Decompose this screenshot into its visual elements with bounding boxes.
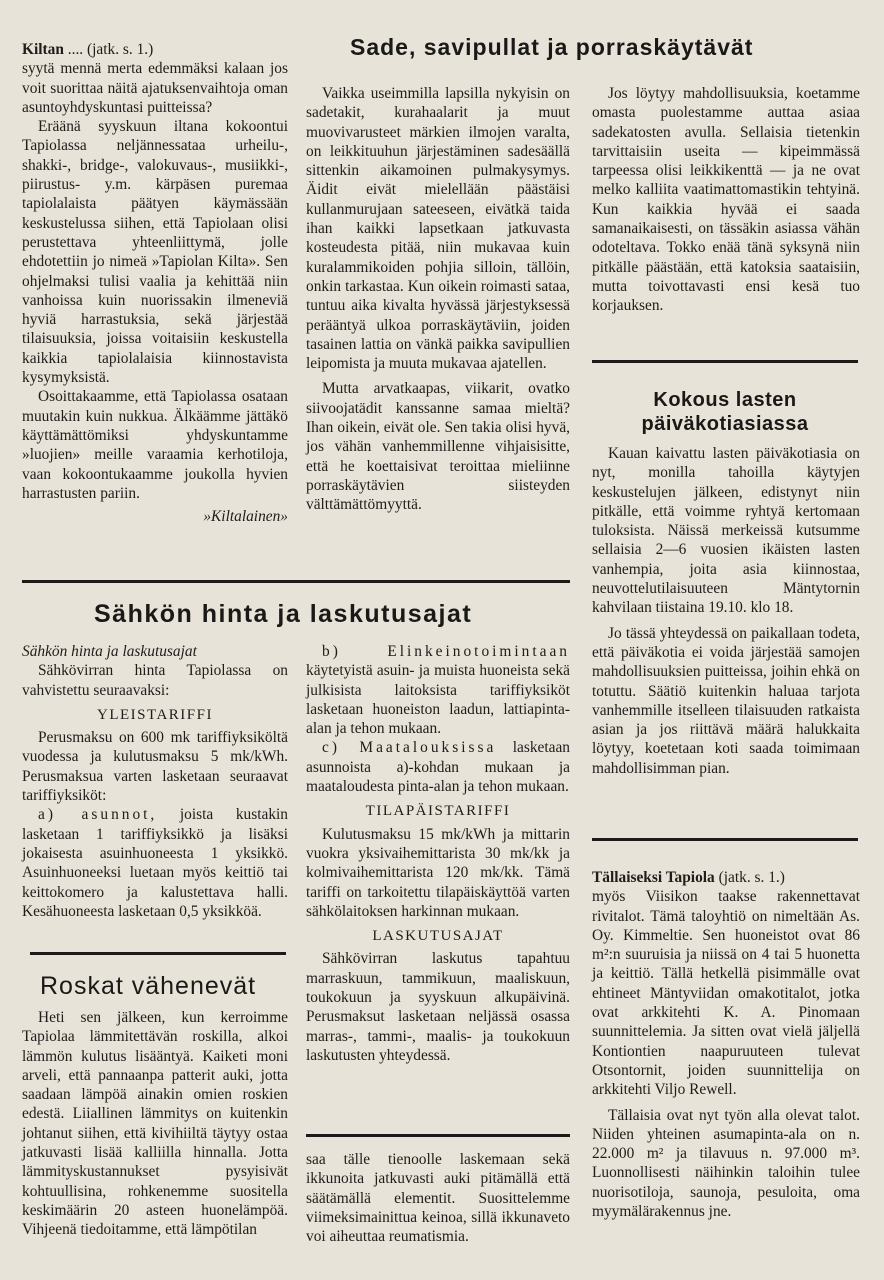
- sahkon-item-c: [306, 738, 570, 796]
- divider-rule: [306, 1134, 570, 1137]
- sahkon-item-a-text: joista kustakin lasketaan 1 tariffiyksikkö ja lisäksi jokaisesta asuinhuoneesta 1 yksikkö. Asuinhuoneeksi luetaan myös keittiö tai keittokomero ja kalustettava halli. Kesähuoneesta lasketaan 0,5 yksikköä.: [22, 806, 288, 920]
- tallaiseksi-lead-line: [592, 868, 860, 887]
- divider-rule: [30, 952, 286, 955]
- divider-rule: [592, 838, 858, 841]
- sahkon-kicker: Sähkön hinta ja laskutusajat: [22, 643, 197, 660]
- sade-paragraph-2: Mutta arvatkaapas, viikarit, ovatko siivoojatädit kanssanne samaa mieltä? Ihan oikein, eivät ole. Sen takia olisi hyvä, jos vähän vanhemmillenne vihjaisisitte, että he koettaisivat teroittaa mieliinne porraskäytävien siisteyden välttämättömyyttä.: [306, 380, 570, 514]
- sade-article-col3: [592, 84, 860, 316]
- roskat-article-col2: [306, 1150, 570, 1246]
- tallaiseksi-continued: (jatk. s. 1.): [718, 869, 785, 886]
- sahkon-paragraph-2: Perusmaksu on 600 mk tariffiyksiköltä vuodessa ja kulutusmaksu 5 mk/kWh. Perusmaksua varten lasketaan seuraavat tariffiyksiköt:: [22, 729, 288, 805]
- sahkon-item-b-text: käytetyistä asuin- ja muista huoneista sekä julkisista laitoksista tariffiyksiköt lasketaan huoneiston laadun, lattiapinta-alan ja tehon mukaan.: [306, 662, 570, 738]
- kokous-headline: [592, 388, 858, 436]
- sahkon-article-col2: [306, 642, 570, 1065]
- kiltan-lead: Kiltan: [22, 41, 64, 58]
- kokous-headline-line-1: Kokous lasten: [653, 389, 797, 411]
- roskat-paragraph-2: saa tälle tienoolle laskemaan sekä ikkunoita jatkuvasti auki pitämällä että säätämällä elementit. Suosittelemme viimeksimainittua keinoa, sillä ikkunaveto voi aiheuttaa reumatismia.: [306, 1151, 570, 1246]
- kokous-paragraph-1: Kauan kaivattu lasten päiväkotiasia on nyt, monilla tahoilla käytyjen keskustelujen jälkeen, edistynyt niin pitkälle, että voimme ryhtyä kertomaan tuloksista. Näissä merkeissä kutsumme sellaisia 2—6 vuosien ikäisten lasten vanhempia, joita asia kiinnostaa, neuvottelutilaisuuteen Mäntytornin kahvilaan tiistaina 19.10. klo 18.: [592, 445, 860, 617]
- kiltan-article: [22, 40, 288, 526]
- tallaiseksi-article: [592, 868, 860, 1221]
- sahkon-item-c-label: c) Maatalouksissa: [322, 739, 497, 757]
- sahkon-item-b: [306, 642, 570, 738]
- kiltan-paragraph-1: syytä mennä merta edemmäksi kalaan jos voit suorittaa näitä ajatuksenvaihtoja oman asuntoyhdyskuntasi puitteissa?: [22, 60, 288, 116]
- kokous-paragraph-2: Jo tässä yhteydessä on paikallaan todeta, että päiväkotia ei voida järjestää samojen mahdollisuuksien puitteissa, joihin ehkä on totuttu. Säätiö kuitenkin haluaa tarjota vanhemmille itselleen tilaisuuden ratkaista asian ja jos riittävä määrä halukkaita löytyy, koetetaan koti saada toimimaan mahdollisimman pian.: [592, 624, 860, 777]
- tilapaistariffi-heading: TILAPÄISTARIFFI: [365, 803, 511, 820]
- laskutusajat-heading: LASKUTUSAJAT: [372, 928, 504, 945]
- divider-rule: [592, 360, 858, 363]
- kiltan-paragraph-2: Eräänä syyskuun iltana kokoontui Tapiolassa neljännessataa urheilu-, shakki-, bridge-, valokuvaus-, musiikki-, piirustus- y.m. kärpäsen puremaa tapiolalaista päätyen käymässään keskustelussa siihen, että Tapiolaan olisi perustettava yhteenliittymä, jolle ehdotettiin jo nimeä »Tapiolan Kilta». Sen ohjelmaksi tulisi vaalia ja kehittää niin vanhoissa kuin nuorissakin ilmeneviä hyviä harrastuksia, sekä järjestää tilaisuuksia, joissa voitaisiin keskustella kaikkia tapiolalaisia kiinnostavista kysymyksistä.: [22, 118, 288, 387]
- tallaiseksi-paragraph-2: Tällaisia ovat nyt työn alla olevat talot. Niiden yhteinen asumapinta-ala on n. 22.000 m² ja tilavuus n. 97.000 m³. Luonnollisesti näihinkin taloihin tulee nuorisotiloja, saunoja, pesuloita, oma myymälärakennus jne.: [592, 1106, 860, 1221]
- kiltan-paragraph-3: Osoittakaamme, että Tapiolassa osataan muutakin kuin nukkua. Älkäämme jättäkö käyttämättömiksi yhdyskuntamme »luojien» meille varaamia kerhotiloja, vaan kokoontukaamme joukolla hyvien harrastusten pariin.: [22, 388, 288, 502]
- roskat-paragraph-1: Heti sen jälkeen, kun kerroimme Tapiolaa lämmitettävän roskilla, alkoi lämmön kulutus lisääntyä. Kaiketi moni arveli, että pannaanpa patterit auki, jotta saadaan lämpöä ainakin omien roskien edestä. Liiallinen lämmitys on kuitenkin johtanut siihen, että kivihiiltä täytyy ostaa jatkuvasti lisää kalliilla hinnalla. Jotta lämmityskustannukset pysyisivät kohtuullisina, rohkenemme suositella keskimäärin 20 asteen huonelämpöä. Vihjeenä tiedoitamme, että lämpötilan: [22, 1009, 288, 1239]
- kiltan-lead-line: [22, 40, 288, 59]
- kokous-headline-line-2: päiväkotiasiassa: [641, 413, 809, 435]
- sade-paragraph-1: Vaikka useimmilla lapsilla nykyisin on sadetakit, kurahaalarit ja muut muovivarusteet märkien ilmojen varalta, on leikkituuhun järjestäminen sadesäällä sittenkin aikamoinen pulmakysymys. Äidit eivät mielellään päästäisi kullanmurujaan sateeseen, eivätkä taida ihan kaikki lapsetkaan jatkuvasta kosteudesta pitää, niin mukavaa kuin kuralammikoiden pohjia silloin, tällöin, onkin tarkastaa. Kun oikein roimasti sataa, tuntuu aika kivalta hyvässä järjestyksessä perääntyä ulkoa porraskäytäviin, joiden tasainen lattia on vänkä paikka savipullien leipomista ja muuta mukavaa ajatellen.: [306, 85, 570, 373]
- sahkon-article-col1: [22, 642, 288, 921]
- tallaiseksi-paragraph-1: myös Viisikon taakse rakennettavat rivitalot. Tämä taloyhtiö on nimeltään As. Oy. Kimmeltie. Sen huoneistot ovat 86 m²:n suuruisia ja niissä on 4 tai 5 huonetta ja keittiö. Tällä hetkellä pisimmälle ovat ehtineet Mäntyviidan omakotitalot, jotka ovat arkkitehti K. A. Pinomaan suunnittelemia. Ja sitten ovat vielä jäljellä Kontiontien naapuruuteen tulevat Otsontornit, joiden suunnittelija on arkkitehti Viljo Rewell.: [592, 888, 860, 1099]
- sahkon-item-a: [22, 805, 288, 921]
- divider-rule: [22, 580, 570, 583]
- roskat-headline: Roskat vähenevät: [40, 972, 257, 1000]
- sahkon-item-b-label: b) Elinkeinotoimintaan: [322, 643, 570, 660]
- sahkon-item-a-label: a) asunnot,: [38, 806, 158, 824]
- roskat-article-col1: [22, 1008, 288, 1240]
- kokous-article: [592, 444, 860, 778]
- sade-headline: Sade, savipullat ja porraskäytävät: [350, 34, 754, 60]
- tallaiseksi-lead: Tällaiseksi Tapiola: [592, 869, 715, 886]
- kiltan-continued: .... (jatk. s. 1.): [67, 41, 154, 58]
- sahkon-headline: Sähkön hinta ja laskutusajat: [94, 600, 473, 628]
- sade-article-col2: [306, 84, 570, 515]
- yleistariffi-heading: YLEISTARIFFI: [97, 706, 213, 723]
- sahkon-paragraph-1: Sähkövirran hinta Tapiolassa on vahvistettu seuraavaksi:: [22, 662, 288, 699]
- sahkon-paragraph-3: Kulutusmaksu 15 mk/kWh ja mittarin vuokra yksivaihemittarista 30 mk/kk ja kolmivaihemittarista 120 mk/kk. Tämä tariffi on tarkoitettu tilapäiskäyttöä varten sähkölaitoksen harkinnan mukaan.: [306, 825, 570, 920]
- sahkon-paragraph-4: Sähkövirran laskutus tapahtuu marraskuun, tammikuun, maaliskuun, toukokuun ja syyskuun alkupäivinä. Perusmaksut lasketaan neljässä osassa marras-, tammi-, maalis- ja toukokuun laskutusten yhteydessä.: [306, 950, 570, 1064]
- sahkon-item-c-text: lasketaan asunnoista a)-kohdan mukaan ja maataloudesta pinta-alan ja tehon mukaan.: [306, 739, 570, 796]
- kiltan-signature: »Kiltalainen»: [203, 508, 288, 526]
- sade-paragraph-3: Jos löytyy mahdollisuuksia, koetamme omasta puolestamme auttaa asiaa sadekatosten avulla. Sellaisia tietenkin tarvittaisiin useita — kipeimmässä tarpeessa olisi leikkikenttä — ja ne ovat melko kalliita vaatimattomastikin tehtyinä. Kun kaikkia hyvää ei saada samanaikaisesti, on tässäkin asiassa vähän odoteltava. Tokko enää tänä syksynä niin pitkälle päästään, että katoksia saataisiin, mutta toivottavasti ensi kesä tuo korjauksen.: [592, 85, 860, 315]
